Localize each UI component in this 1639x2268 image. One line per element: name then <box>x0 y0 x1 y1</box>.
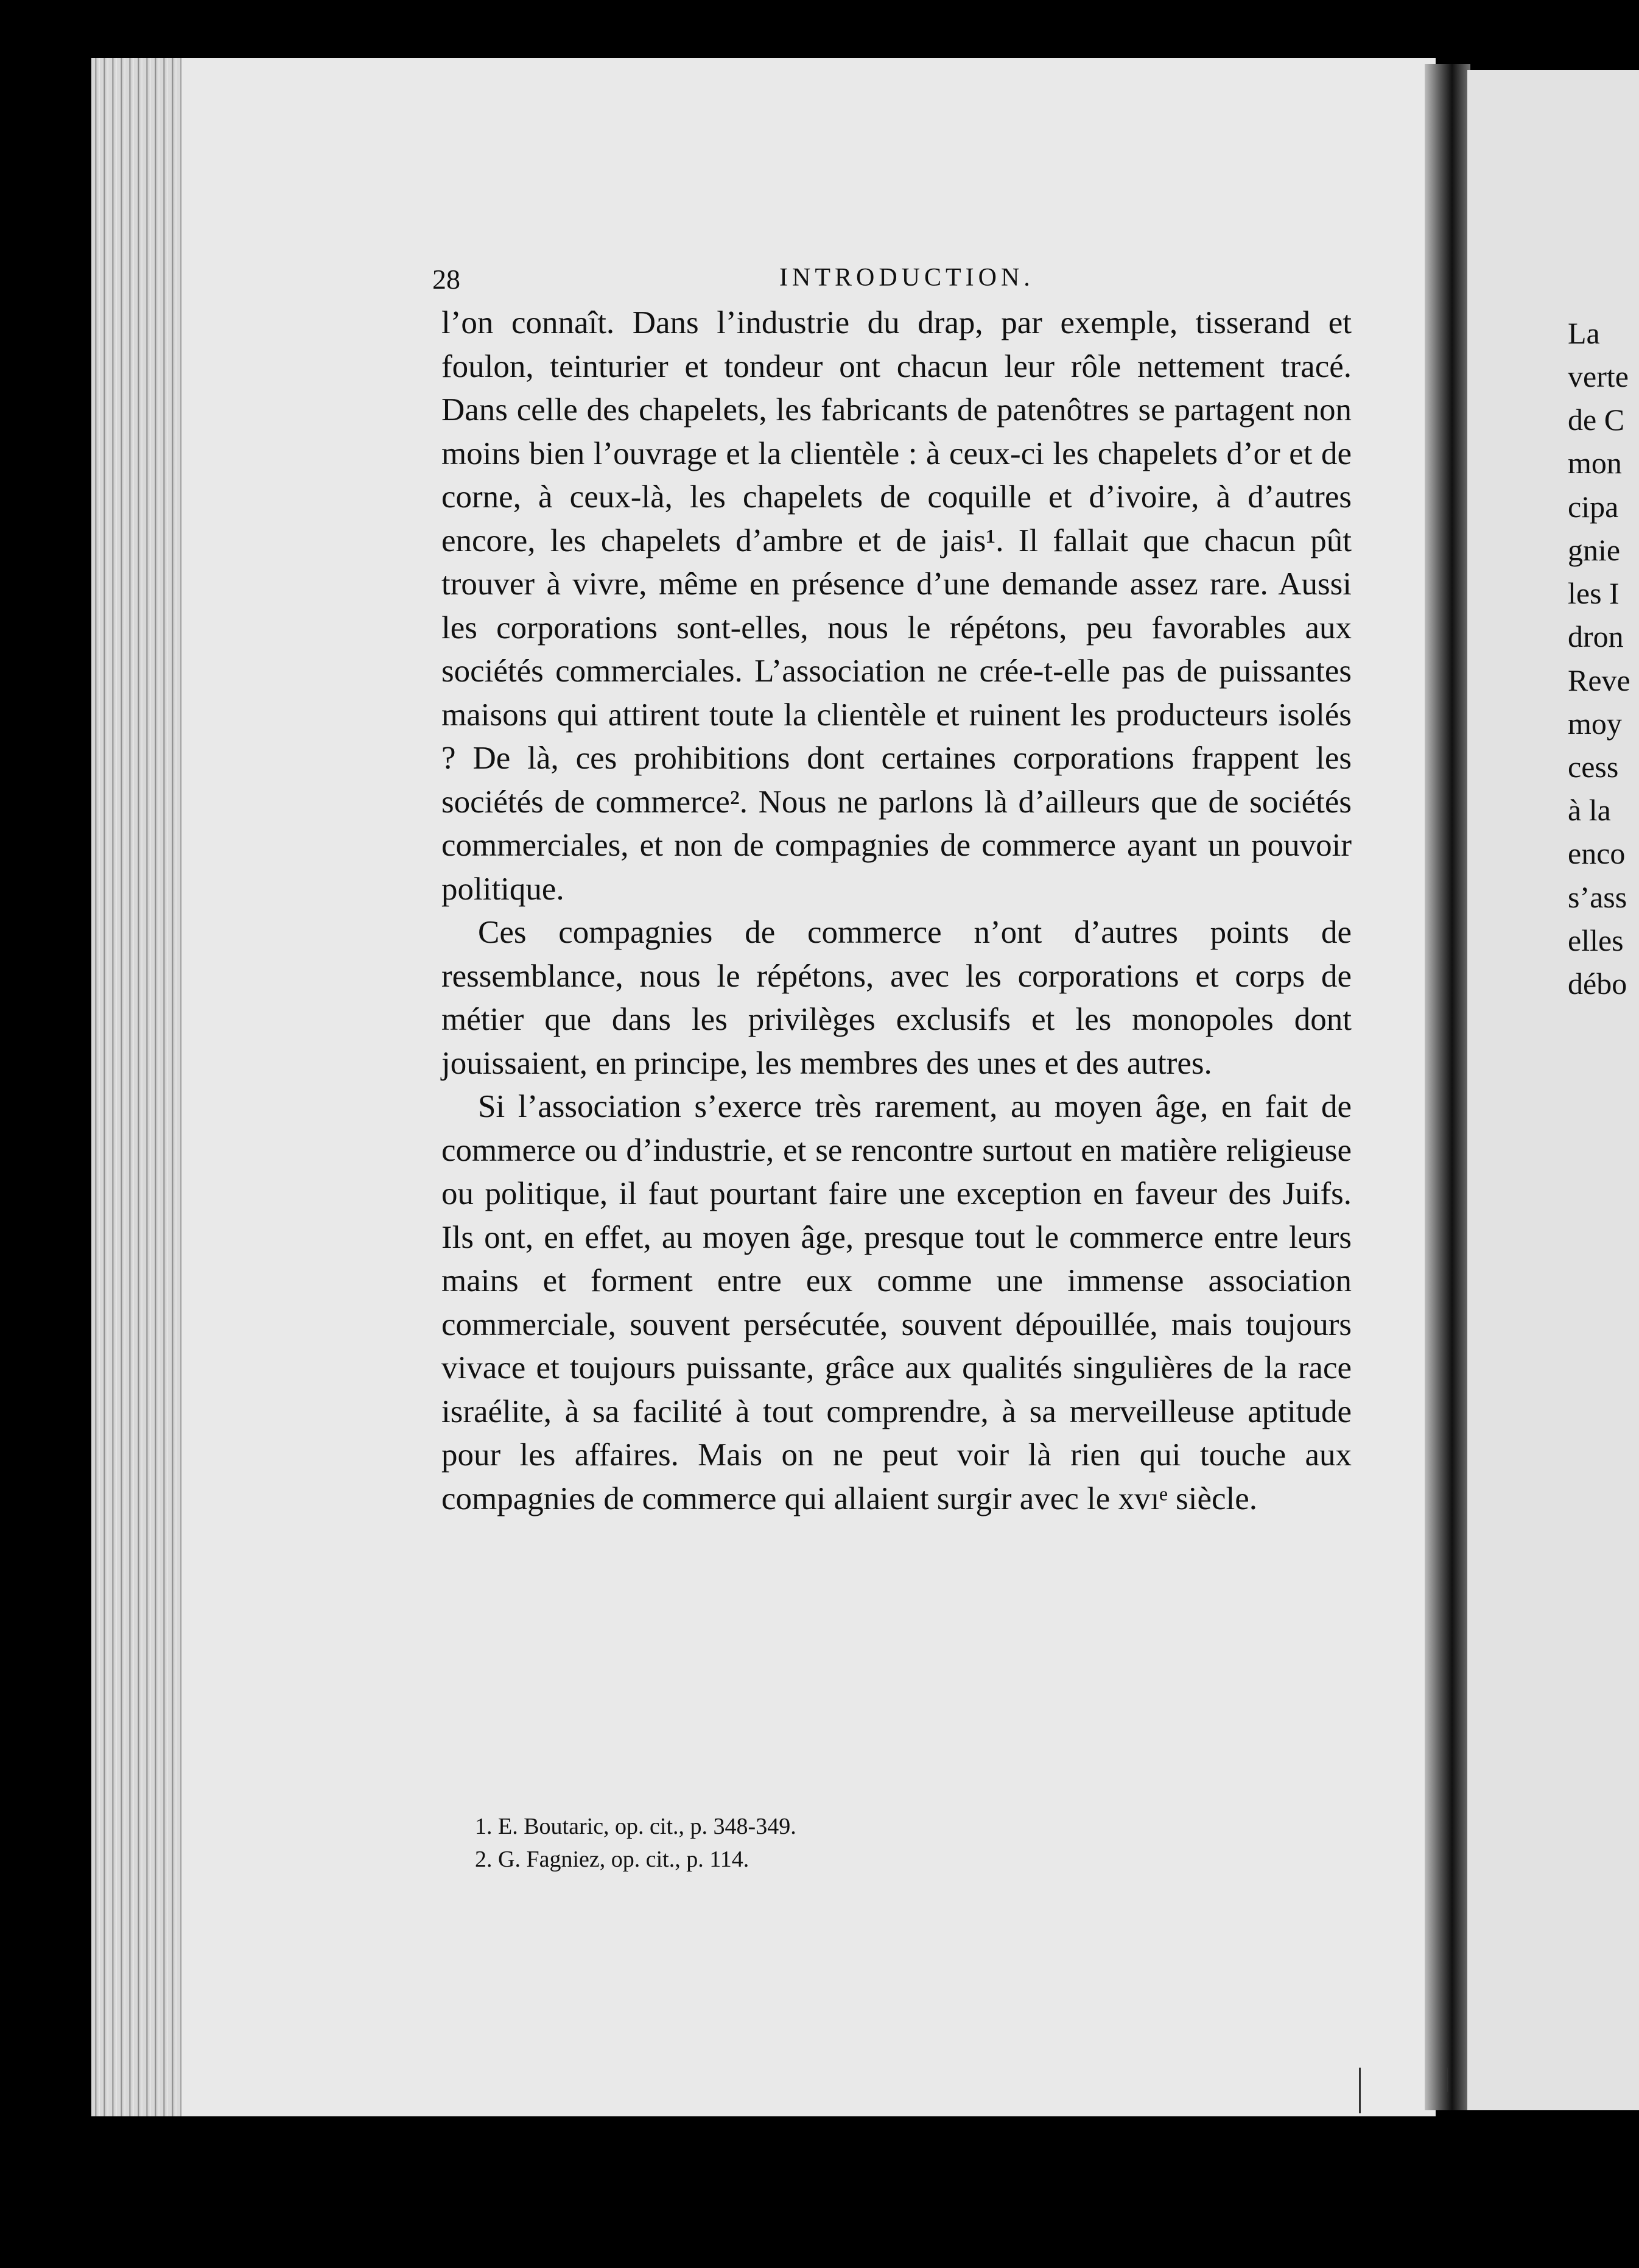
scan-artifact <box>1359 2068 1361 2113</box>
facing-line-fragment: s’ass <box>1568 880 1627 914</box>
facing-line-fragment: Reve <box>1568 663 1630 697</box>
facing-line-fragment: de C <box>1568 403 1625 437</box>
facing-page <box>1467 70 1639 2110</box>
facing-line-fragment: dron <box>1568 619 1624 653</box>
facing-line-fragment: à la <box>1568 793 1611 827</box>
facing-line-fragment: débo <box>1568 967 1627 1001</box>
facing-line-fragment: La <box>1568 316 1600 350</box>
body-text <box>441 301 1352 1521</box>
facing-line-fragment: elles <box>1568 923 1624 957</box>
book-gutter <box>1425 64 1470 2110</box>
facing-line-fragment: mon <box>1568 446 1622 480</box>
paragraph: Ces compagnies de commerce n’ont d’autres points de ressemblance, nous le répétons, avec les corporations et corps de métier que dans les privilèges exclusifs et les monopoles dont jouissaient, en principe, les membres des unes et des autres. <box>441 915 1352 1081</box>
scan-artifact <box>1446 2068 1448 2092</box>
footnotes <box>475 1810 1145 1876</box>
paragraph: l’on connaît. Dans l’industrie du drap, par exemple, tisserand et foulon, teinturier et tondeur ont chacun leur rôle nettement tracé. Dans celle des chapelets, les fabricants de patenôtres se partagent non moins bien l’ouvrage et la clientèle : à ceux-ci les chapelets d’or et de corne, à ceux-là, les chapelets de coquille et d’ivoire, à d’autres encore, les chapelets d’ambre et de jais¹. Il fallait que chacun pût trouver à vivre, même en présence d’une demande assez rare. Aussi les corporations sont-elles, nous le répétons, peu favorables aux sociétés commerciales. L’association ne crée-t-elle pas de puissantes maisons qui attirent toute la clientèle et ruinent les producteurs isolés ? De là, ces prohibitions dont certaines corporations frappent les sociétés de commerce². Nous ne parlons là d’ailleurs que de sociétés commerciales, et non de compagnies de commerce ayant un pouvoir politique. <box>441 305 1352 907</box>
facing-line-fragment: verte <box>1568 359 1629 393</box>
running-head: INTRODUCTION. <box>779 264 1034 292</box>
facing-line-fragment: cipa <box>1568 490 1619 524</box>
facing-line-fragment: gnie <box>1568 533 1621 567</box>
facing-line-fragment: les I <box>1568 576 1620 610</box>
footnote: 1. E. Boutaric, op. cit., p. 348-349. <box>475 1814 796 1839</box>
footnote: 2. G. Fagniez, op. cit., p. 114. <box>475 1847 749 1872</box>
facing-line-fragment: cess <box>1568 750 1619 784</box>
facing-line-fragment: moy <box>1568 706 1622 741</box>
page-number: 28 <box>432 264 460 295</box>
page-edges <box>91 58 183 2116</box>
paragraph: Si l’association s’exerce très rarement, au moyen âge, en fait de commerce ou d’industrie, et se rencontre surtout en matière religieuse ou politique, il faut pourtant faire une exception en faveur des Juifs. Ils ont, en effet, au moyen âge, presque tout le commerce entre leurs mains et forment entre eux comme une immense association commerciale, souvent persécutée, souvent dépouillée, mais toujours vivace et toujours puissante, grâce aux qualités singulières de la race israélite, à sa facilité à tout comprendre, à sa merveilleuse aptitude pour les affaires. Mais on ne peut voir là rien qui touche aux compagnies de commerce qui allaient surgir avec le xvıᵉ siècle. <box>441 1089 1352 1516</box>
facing-line-fragment: enco <box>1568 836 1626 870</box>
